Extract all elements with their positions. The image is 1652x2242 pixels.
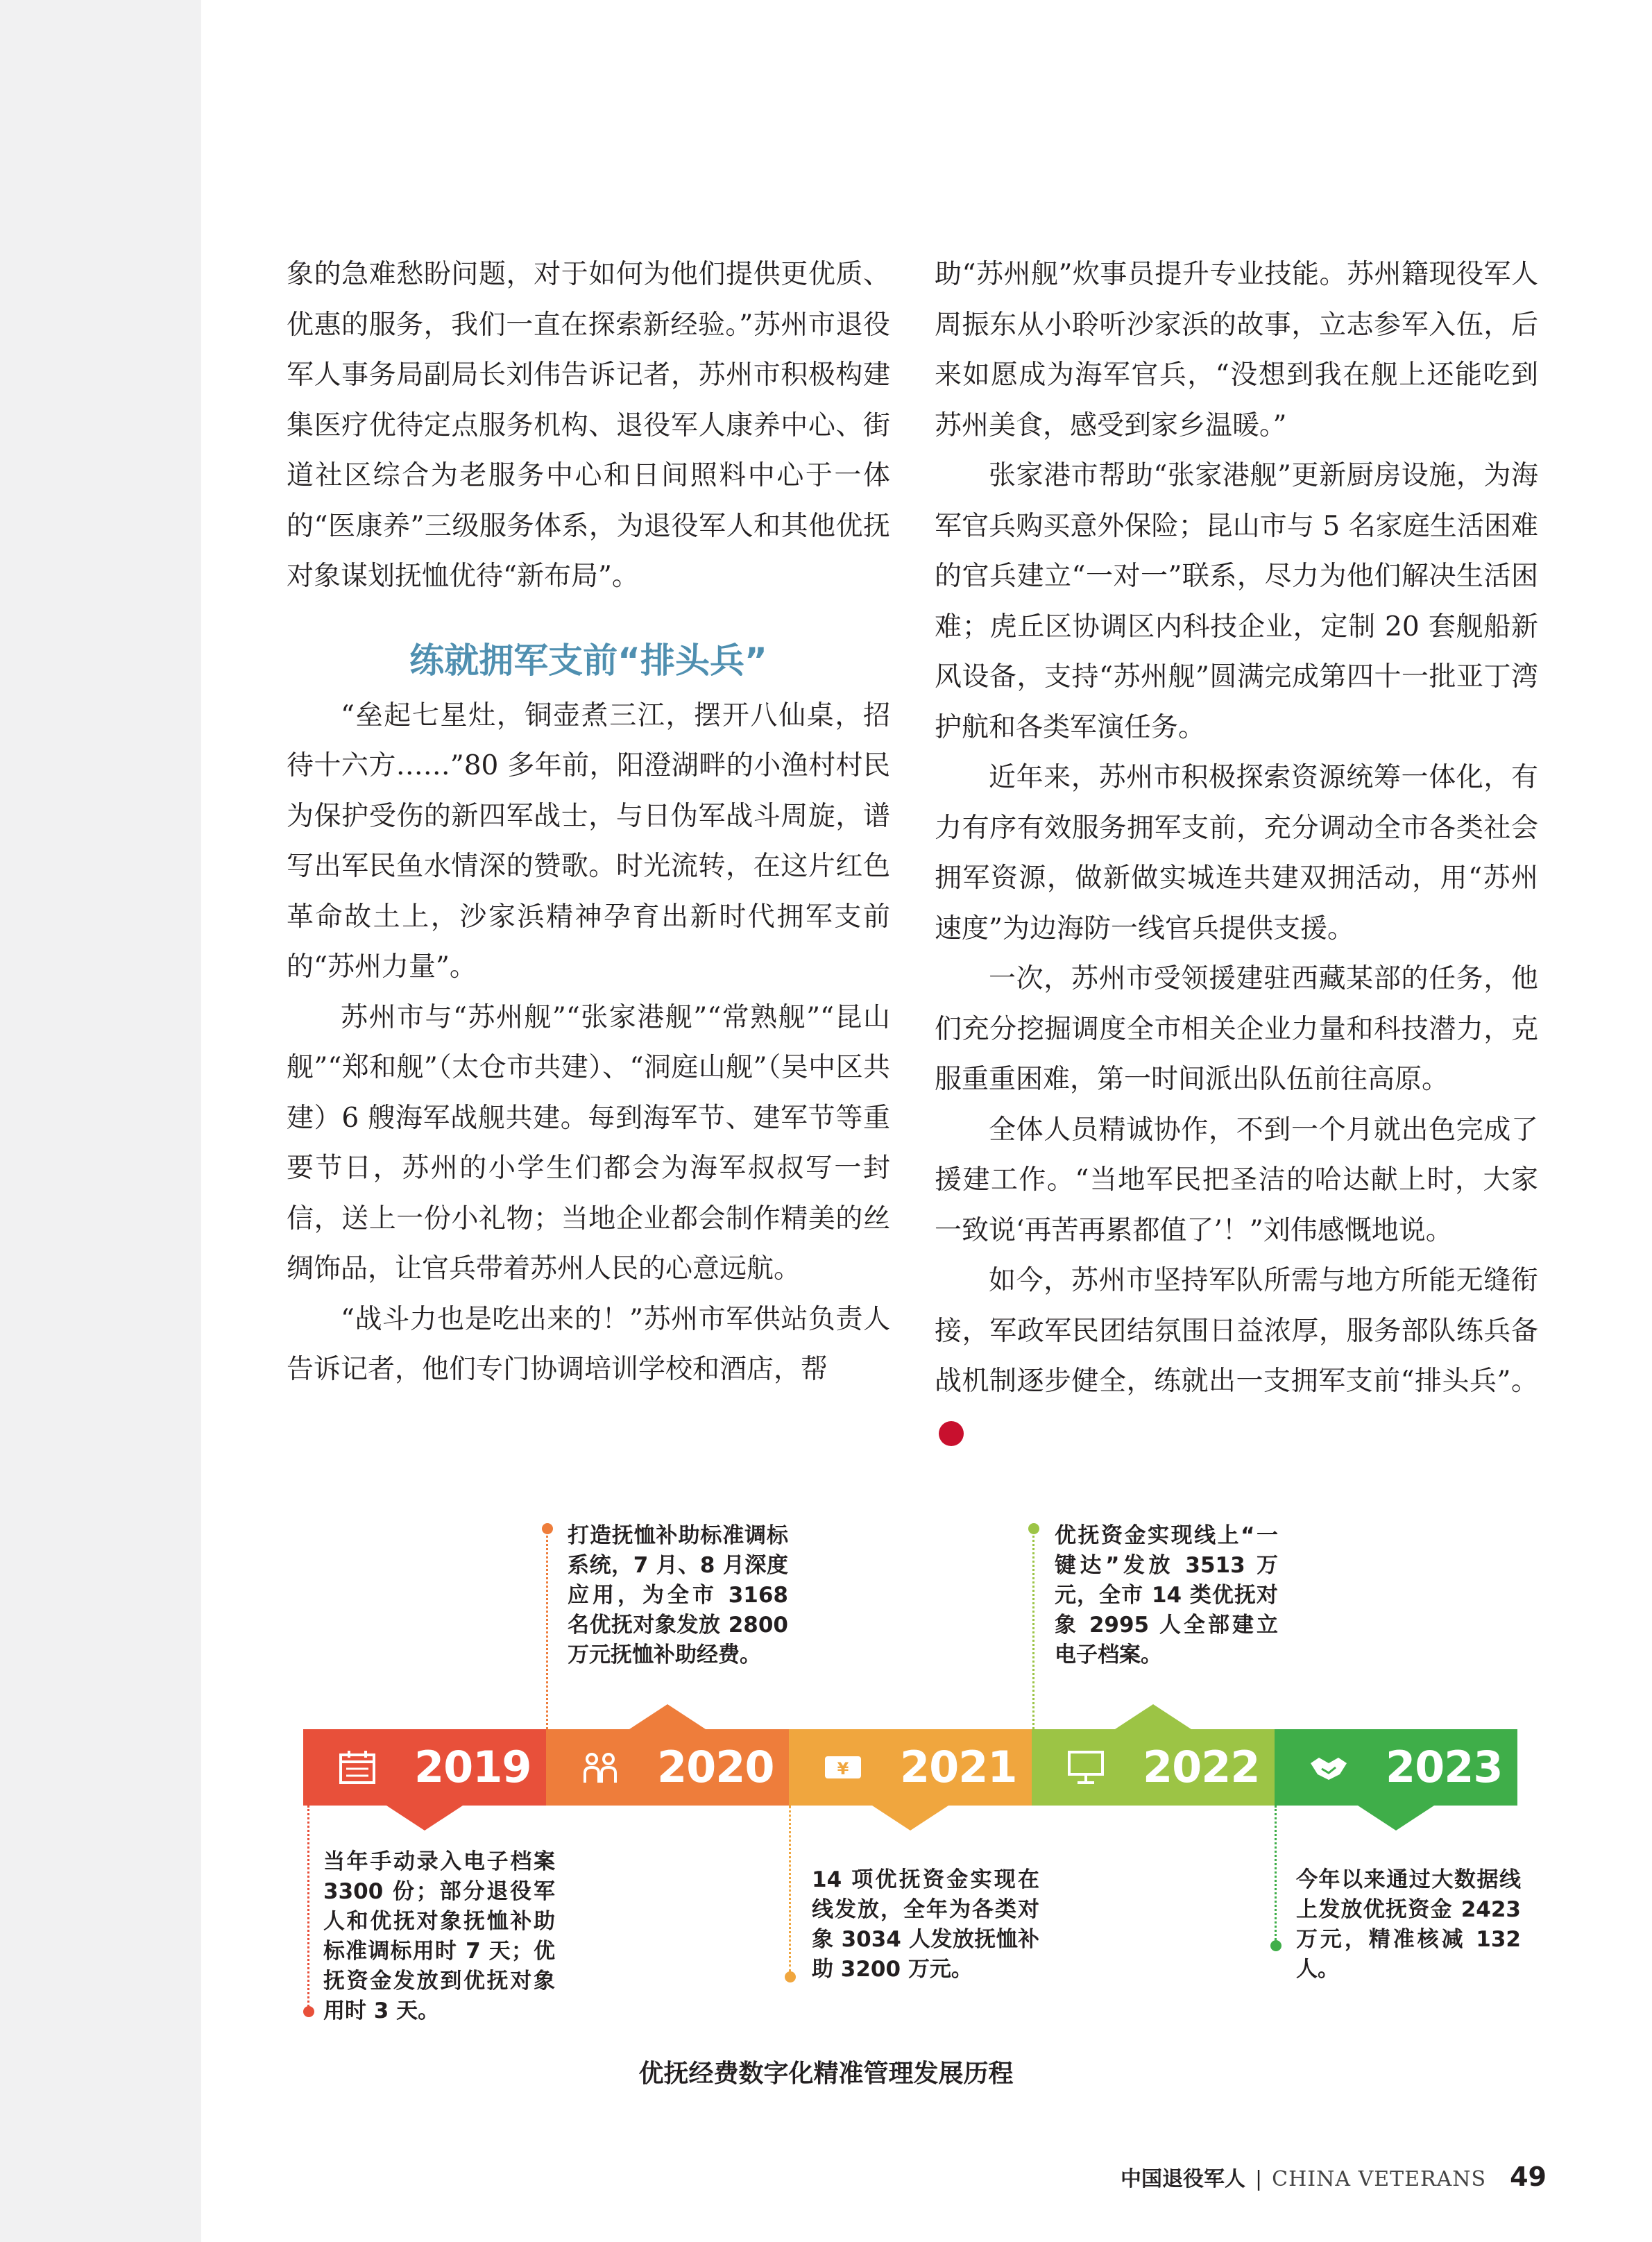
page-margin-strip [0, 0, 201, 2242]
paragraph: 助“苏州舰”炊事员提升专业技能。苏州籍现役军人周振东从小聆听沙家浜的故事，立志参军入伍，后来如愿成为海军官兵，“没想到我在舰上还能吃到苏州美食，感受到家乡温暖。” [935, 259, 1538, 441]
paragraph: 张家港市帮助“张家港舰”更新厨房设施，为海军官兵购买意外保险；昆山市与 5 名家庭生活困难的官兵建立“一对一”联系，尽力为他们解决生活困难；虎丘区协调区内科技企业，定制 20 套舰船新风设备，支持“苏州舰”圆满完成第四十一批亚丁湾护航和各类军演任务。 [935, 460, 1538, 743]
connector-line [789, 1806, 791, 1972]
paragraph: 一次，苏州市受领援建驻西藏某部的任务，他们充分挖掘调度全市相关企业力量和科技潜力，克服重重困难，第一时间派出队伍前往高原。 [935, 963, 1538, 1095]
svg-text:¥: ¥ [837, 1759, 849, 1778]
timeline-year: 2021 [900, 1742, 1017, 1792]
paragraph: 苏州市与“苏州舰”“张家港舰”“常熟舰”“昆山舰”“郑和舰”（太仓市共建）、“洞庭山舰”（吴中区共建）6 艘海军战舰共建。每到海军节、建军节等重要节日，苏州的小学生们都会为海军叔叔写一封信，送上一份小礼物；当地企业都会制作精美的丝绸饰品，让官兵带着苏州人民的心意远航。 [287, 1001, 890, 1284]
timeline-note-2022: 优抚资金实现线上“一键达”发放 3513 万元，全市 14 类优抚对象 2995 人全部建立电子档案。 [1055, 1523, 1278, 1667]
timeline-year: 2023 [1386, 1742, 1503, 1792]
timeline-year: 2022 [1143, 1742, 1260, 1792]
connector-dot [303, 2006, 314, 2017]
timeline-note-2023: 今年以来通过大数据线上发放优抚资金 2423 万元，精准核减 132 人。 [1296, 1867, 1521, 1982]
paragraph: 象的急难愁盼问题，对于如何为他们提供更优质、优惠的服务，我们一直在探索新经验。”苏州市退役军人事务局副局长刘伟告诉记者，苏州市积极构建集医疗优待定点服务机构、退役军人康养中心、街道社区综合为老服务中心和日间照料中心于一体的“医康养”三级服务体系，为退役军人和其他优抚对象谋划抚恤优待“新布局”。 [287, 259, 890, 592]
timeline-segment-2023 [1275, 1729, 1517, 1806]
article-left-column [287, 250, 890, 1395]
money-icon [822, 1748, 864, 1787]
timeline-segment-2020 [546, 1729, 789, 1806]
section-heading: 练就拥军支前“排头兵” [409, 640, 767, 681]
page-footer [1121, 2162, 1547, 2192]
connector-line [1275, 1806, 1277, 1944]
timeline-year: 2020 [657, 1742, 774, 1792]
timeline-segment-2021 [789, 1729, 1032, 1806]
connector-line [307, 1806, 309, 2007]
article-end-icon: V [939, 1421, 964, 1446]
connector-dot [542, 1523, 553, 1534]
paragraph: “战斗力也是吃出来的！”苏州市军供站负责人告诉记者，他们专门协调培训学校和酒店，帮 [287, 1303, 890, 1385]
timeline-year: 2019 [414, 1742, 531, 1792]
connector-dot [1028, 1523, 1039, 1534]
connector-line [546, 1528, 548, 1729]
timeline-note-2020: 打造抚恤补助标准调标系统，7 月、8 月深度应用，为全市 3168 名优抚对象发放 2800 万元抚恤补助经费。 [568, 1523, 788, 1667]
handshake-icon [1308, 1748, 1349, 1787]
timeline-note-2019: 当年手动录入电子档案 3300 份；部分退役军人和优抚对象抚恤补助标准调标用时 7 天；优抚资金发放到优抚对象用时 3 天。 [323, 1849, 555, 2023]
paragraph: 近年来，苏州市积极探索资源统筹一体化，有力有序有效服务拥军支前，充分调动全市各类社会拥军资源，做新做实城连共建双拥活动，用“苏州速度”为边海防一线官兵提供支援。 [935, 762, 1538, 944]
paragraph: 全体人员精诚协作，不到一个月就出色完成了援建工作。“当地军民把圣洁的哈达献上时，大家一致说‘再苦再累都值了’！”刘伟感慨地说。 [935, 1114, 1538, 1246]
monitor-icon [1065, 1748, 1107, 1787]
timeline-segment-2019 [303, 1729, 546, 1806]
people-icon [579, 1748, 621, 1787]
timeline-segment-2022 [1032, 1729, 1275, 1806]
connector-dot [785, 1971, 796, 1982]
magazine-name-en: CHINA VETERANS [1272, 2167, 1487, 2191]
footer-separator: | [1255, 2167, 1263, 2191]
calendar-icon [337, 1748, 378, 1787]
paragraph: 如今，苏州市坚持军队所需与地方所能无缝衔接，军政军民团结氛围日益浓厚，服务部队练兵备战机制逐步健全，练就出一支拥军支前“排头兵”。 [935, 1265, 1538, 1397]
timeline-note-2021: 14 项优抚资金实现在线发放，全年为各类对象 3034 人发放抚恤补助 3200 万元。 [812, 1867, 1039, 1982]
timeline-caption: 优抚经费数字化精准管理发展历程 [638, 2060, 1014, 2088]
page-number: 49 [1510, 2162, 1547, 2192]
connector-dot [1270, 1940, 1281, 1951]
magazine-name-cn: 中国退役军人 [1121, 2167, 1246, 2191]
paragraph: “垒起七星灶，铜壶煮三江，摆开八仙桌，招待十六方……”80 多年前，阳澄湖畔的小渔村村民为保护受伤的新四军战士，与日伪军战斗周旋，谱写出军民鱼水情深的赞歌。时光流转，在这片红色革命故土上，沙家浜精神孕育出新时代拥军支前的“苏州力量”。 [287, 699, 890, 983]
article-right-column [935, 250, 1538, 1457]
connector-line [1032, 1528, 1034, 1729]
